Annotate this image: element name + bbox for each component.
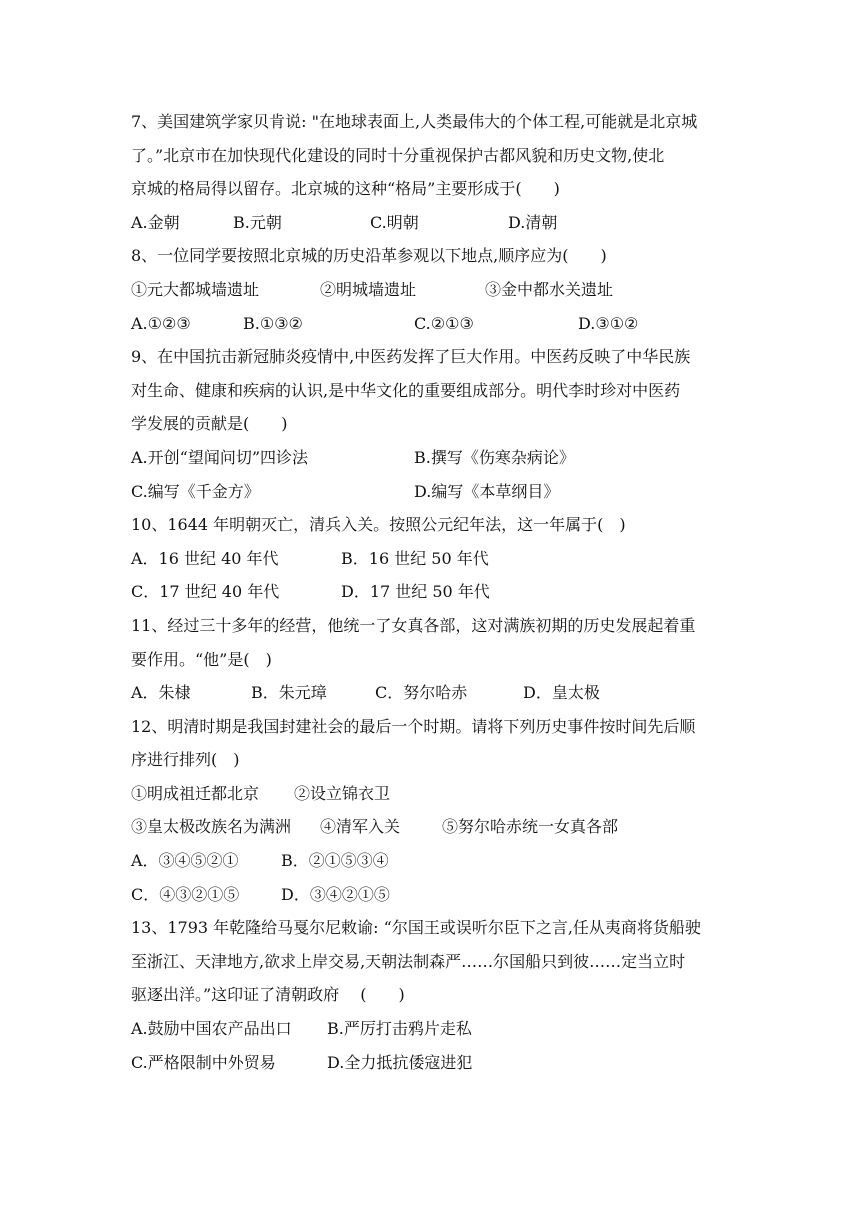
question-9-line-1: 9、在中国抗击新冠肺炎疫情中,中医药发挥了巨大作用。中医药反映了中华民族 — [131, 347, 691, 367]
question-11-line-1: 11、经过三十多年的经营，他统一了女真各部，这对满族初期的历史发展起着重 — [131, 615, 696, 635]
question-13-line-2: 至浙江、天津地方,欲求上岸交易,天朝法制森严……尔国船只到彼……定当立时 — [131, 951, 686, 971]
question-13-option-c: C.严格限制中外贸易 — [131, 1052, 276, 1072]
question-13-option-d: D.全力抵抗倭寇进犯 — [327, 1052, 473, 1072]
question-8-item-2: ②明城墙遗址 — [320, 279, 417, 299]
question-7-options — [131, 206, 746, 240]
question-12-items-row-1 — [131, 777, 746, 811]
question-10-options-row-2 — [131, 575, 746, 609]
question-9-option-b: B.撰写《伤寒杂病论》 — [414, 447, 575, 467]
question-12-line-2: 序进行排列( ) — [131, 750, 240, 770]
question-12-options-row-2 — [131, 878, 746, 912]
question-11-line-2: 要作用。“他”是( ) — [131, 649, 272, 669]
question-11-option-b: B．朱元璋 — [251, 683, 327, 703]
question-9-options-row-1 — [131, 441, 746, 475]
question-8-item-1: ①元大都城墙遗址 — [131, 279, 260, 299]
question-8-item-3: ③金中都水关遗址 — [485, 279, 614, 299]
question-12-item-2: ②设立锦衣卫 — [294, 783, 391, 803]
question-10-option-a: A．16 世纪 40 年代 — [131, 548, 279, 568]
question-13-options-row-2 — [131, 1046, 746, 1080]
question-8-option-b: B.①③② — [243, 313, 303, 333]
question-12-option-a: A．③④⑤②① — [131, 851, 239, 871]
question-7-line-2: 了。”北京市在加快现代化建设的同时十分重视保护古都风貌和历史文物,使北 — [131, 145, 665, 165]
question-8-options — [131, 307, 746, 341]
question-13-option-b: B.严厉打击鸦片走私 — [327, 1019, 472, 1039]
question-9-option-a: A.开创“望闻问切”四诊法 — [131, 447, 309, 467]
question-7-option-c: C.明朝 — [370, 212, 419, 232]
question-7-option-d: D.清朝 — [508, 212, 558, 232]
question-9-options-row-2 — [131, 475, 746, 509]
question-7-option-b: B.元朝 — [233, 212, 282, 232]
question-13-options-row-1 — [131, 1012, 746, 1046]
question-7-line-1: 7、美国建筑学家贝肯说: "在地球表面上,人类最伟大的个体工程,可能就是北京城 — [131, 112, 698, 131]
question-12-items-row-2 — [131, 810, 746, 844]
question-12-option-d: D．③④②①⑤ — [281, 884, 390, 904]
question-7-line-3: 京城的格局得以留存。北京城的这种“格局”主要形成于( ) — [131, 179, 560, 199]
question-9-option-d: D.编写《本草纲目》 — [414, 481, 560, 501]
question-12-line-1: 12、明清时期是我国封建社会的最后一个时期。请将下列历史事件按时间先后顺 — [131, 716, 696, 736]
question-9-line-2: 对生命、健康和疾病的认识,是中华文化的重要组成部分。明代李时珍对中医药 — [131, 380, 681, 400]
question-12-option-b: B．②①⑤③④ — [281, 851, 389, 871]
question-13-option-a: A.鼓励中国农产品出口 — [131, 1019, 292, 1039]
question-12-options-row-1 — [131, 844, 746, 878]
question-8-items — [131, 273, 746, 307]
question-12-item-5: ⑤努尔哈赤统一女真各部 — [442, 817, 619, 837]
question-7-option-a: A.金朝 — [131, 212, 180, 232]
question-8-option-d: D.③①② — [578, 313, 639, 333]
question-8-option-c: C.②①③ — [414, 313, 474, 333]
question-12-option-c: C．④③②①⑤ — [131, 884, 240, 904]
question-8-option-a: A.①②③ — [131, 313, 191, 333]
question-12-item-1: ①明成祖迁都北京 — [131, 783, 260, 803]
question-10-options-row-1 — [131, 542, 746, 576]
question-8-line-1: 8、一位同学要按照北京城的历史沿革参观以下地点,顺序应为( ) — [131, 246, 607, 266]
question-13-line-3: 驱逐出洋。”这印证了清朝政府 ( ) — [131, 985, 405, 1005]
question-9-option-c: C.编写《千金方》 — [131, 481, 260, 501]
question-12-item-3: ③皇太极改族名为满洲 — [131, 817, 292, 837]
question-11-option-a: A．朱棣 — [131, 683, 191, 703]
question-10-option-d: D．17 世纪 50 年代 — [341, 582, 490, 602]
question-10-option-c: C．17 世纪 40 年代 — [131, 582, 280, 602]
question-10-option-b: B．16 世纪 50 年代 — [341, 548, 489, 568]
question-13-line-1: 13、1793 年乾隆给马戛尔尼敕谕: “尔国王或误听尔臣下之言,任从夷商将货船驶 — [131, 918, 701, 938]
question-9-line-3: 学发展的贡献是( ) — [131, 414, 288, 434]
question-10-line-1: 10、1644 年明朝灭亡，清兵入关。按照公元纪年法，这一年属于( ) — [131, 515, 626, 535]
exam-page — [131, 105, 746, 1079]
question-11-option-d: D．皇太极 — [523, 683, 600, 703]
question-11-option-c: C．努尔哈赤 — [375, 683, 468, 703]
question-11-options — [131, 676, 746, 710]
question-12-item-4: ④清军入关 — [320, 817, 401, 837]
